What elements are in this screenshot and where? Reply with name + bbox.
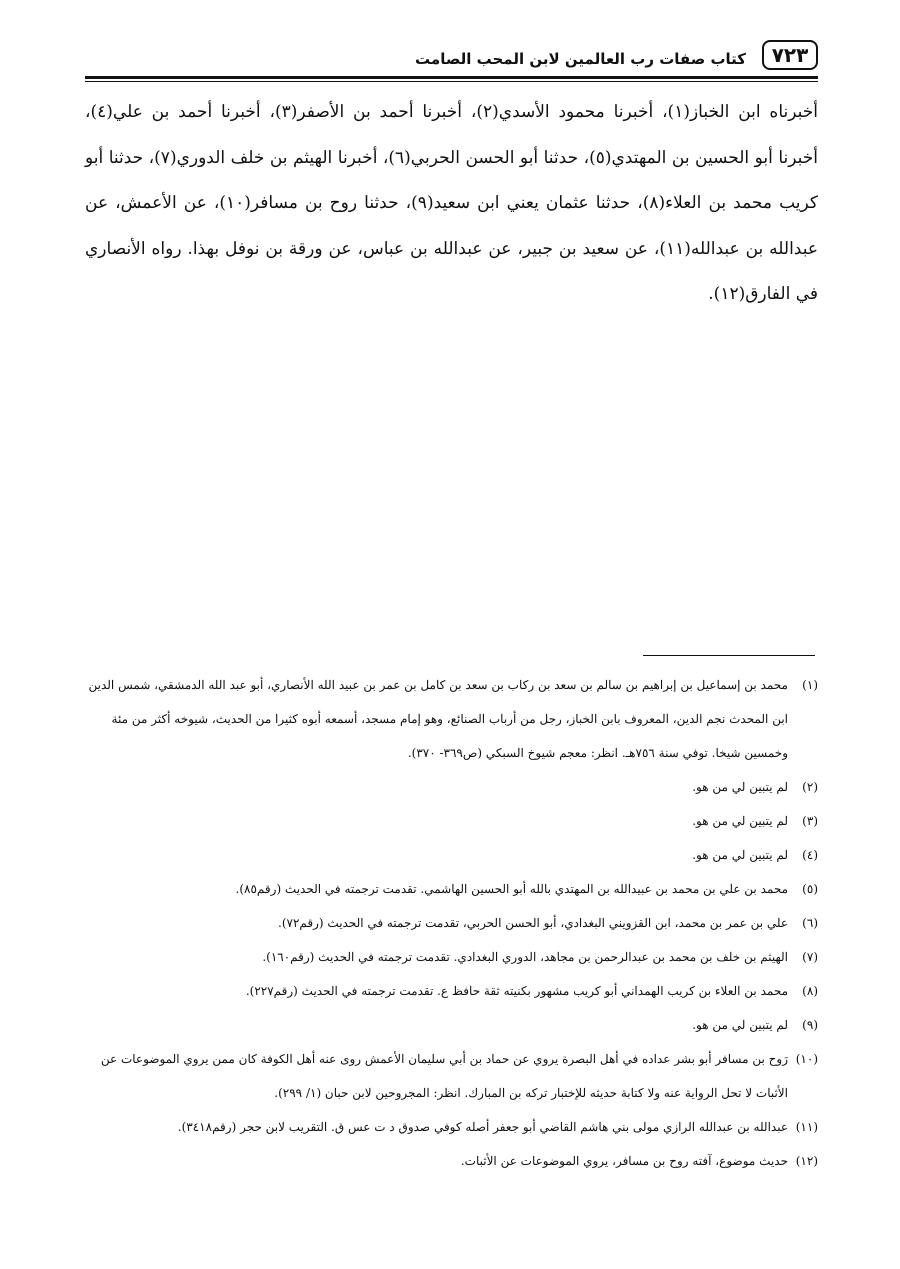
footnote-6 <box>85 906 818 940</box>
footnote-text: لم يتبين لي من هو. <box>692 848 788 862</box>
footnote-9 <box>85 1008 818 1042</box>
footnote-text: علي بن عمر بن محمد، ابن القزويني البغدادي، أبو الحسن الحربي، تقدمت ترجمته في الحديث (رقم٧٢). <box>278 916 788 930</box>
footnote-number: (٤) <box>802 848 818 862</box>
footnote-text: حديث موضوع، آفته روح بن مسافر، يروي الموضوعات عن الأثبات. <box>460 1154 788 1168</box>
footnote-number: (٧) <box>802 950 818 964</box>
main-text-block <box>85 90 818 318</box>
footnote-number: (٥) <box>802 882 818 896</box>
footnote-1 <box>85 668 818 770</box>
footnote-number: (١٢) <box>795 1154 818 1168</box>
footnote-text: عبدالله بن عبدالله الرازي مولى بني هاشم القاضي أبو جعفر أصله كوفي صدوق د ت عس ق. التقريب لابن حجر (رقم٣٤١٨). <box>177 1120 788 1134</box>
book-title: كتاب صفات رب العالمين لابن المحب الصامت <box>415 50 746 68</box>
footnote-number: (٩) <box>802 1018 818 1032</box>
footnotes-block <box>85 668 818 1178</box>
footnote-text: محمد بن العلاء بن كريب الهمداني أبو كريب مشهور بكنيته ثقة حافظ ع. تقدمت ترجمته في الحديث (رقم٢٢٧). <box>245 984 788 998</box>
footnote-number: (١١) <box>795 1120 818 1134</box>
footnote-separator <box>643 655 815 656</box>
footnote-text: لم يتبين لي من هو. <box>692 780 788 794</box>
footnote-number: (٣) <box>802 814 818 828</box>
footnote-2 <box>85 770 818 804</box>
header-rule-thick <box>85 76 818 79</box>
page-number: ٧٢٣ <box>762 40 818 70</box>
footnote-text: لم يتبين لي من هو. <box>692 1018 788 1032</box>
footnote-text: لم يتبين لي من هو. <box>692 814 788 828</box>
footnote-number: (١) <box>802 678 818 692</box>
footnote-number: (٦) <box>802 916 818 930</box>
header-rule-thin <box>85 81 818 82</box>
footnote-10 <box>85 1042 818 1110</box>
footnote-11 <box>85 1110 818 1144</box>
footnote-text: محمد بن علي بن محمد بن عبيدالله بن المهتدي بالله أبو الحسين الهاشمي. تقدمت ترجمته في الحديث (رقم٨٥). <box>235 882 788 896</box>
footnote-text: محمد بن إسماعيل بن إبراهيم بن سالم بن سعد بن ركاب بن سعد بن كامل بن عمر بن عبيد الله الأنصاري، أبو عبد الله الدمشقي، شمس الدين ابن المحدث نجم الدين، المعروف بابن الخباز، رجل من أرباب الصنائع، وهو إمام مسجد، أسمعه أبوه كثيرا من الحديث، شيوخه أكثر من مئة وخمسين شيخا. توفي سنة ٧٥٦هـ. انظر: معجم شيوخ السبكي (ص٣٦٩- ٣٧٠). <box>88 678 788 760</box>
page-header <box>85 40 818 76</box>
footnote-number: (١٠) <box>795 1052 818 1066</box>
footnote-text: رَوح بن مسافر أبو بشر عداده في أهل البصرة يروي عن حماد بن أبي سليمان الأعمش روى عنه أهل الكوفة كان ممن يروي الموضوعات عن الأثبات لا تحل الرواية عنه ولا كتابة حديثه للإختبار تركه بن المبارك. انظر: المجروحين لابن حبان (١/ ٢٩٩). <box>100 1052 788 1100</box>
footnote-5 <box>85 872 818 906</box>
footnote-7 <box>85 940 818 974</box>
footnote-4 <box>85 838 818 872</box>
footnote-3 <box>85 804 818 838</box>
footnote-12 <box>85 1144 818 1178</box>
footnote-8 <box>85 974 818 1008</box>
footnote-number: (٢) <box>802 780 818 794</box>
main-paragraph: أخبرناه ابن الخباز(١)، أخبرنا محمود الأسدي(٢)، أخبرنا أحمد بن الأصفر(٣)، أخبرنا أحمد بن علي(٤)، أخبرنا أبو الحسين بن المهتدي(٥)، حدثنا أبو الحسن الحربي(٦)، أخبرنا الهيثم بن خلف الدوري(٧)، حدثنا أبو كريب محمد بن العلاء(٨)، حدثنا عثمان يعني ابن سعيد(٩)، حدثنا روح بن مسافر(١٠)، عن الأعمش، عن عبدالله بن عبدالله(١١)، عن سعيد بن جبير، عن عبدالله بن عباس، عن ورقة بن نوفل بهذا. رواه الأنصاري في الفارق(١٢). <box>85 102 819 304</box>
footnote-text: الهيثم بن خلف بن محمد بن عبدالرحمن بن مجاهد، الدوري البغدادي. تقدمت ترجمته في الحديث (رقم١٦٠). <box>262 950 788 964</box>
footnote-number: (٨) <box>802 984 818 998</box>
